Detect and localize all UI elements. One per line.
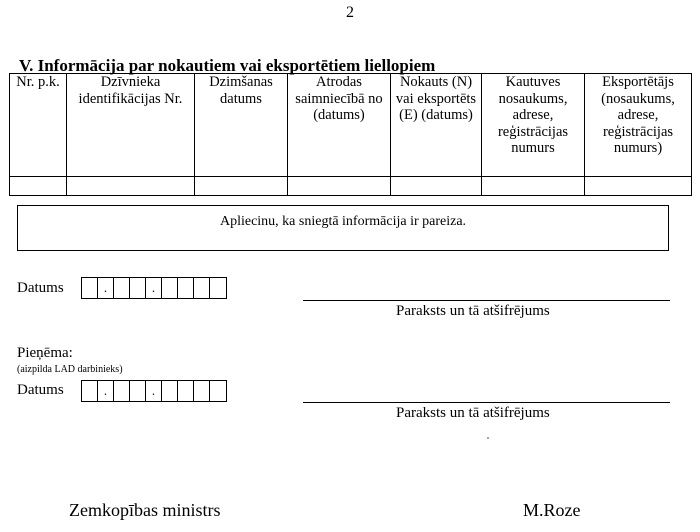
date-label: Datums <box>17 280 64 296</box>
header-animal-id: Dzīvnieka identifikācijas Nr. <box>67 74 195 177</box>
cell-animal-id[interactable] <box>67 177 195 196</box>
header-on-farm-since: Atrodas saimniecībā no (datums) <box>288 74 391 177</box>
header-exporter: Eksportētājs (nosaukums, adrese, reģistrācijas numurs) <box>585 74 692 177</box>
date-separator: . <box>98 278 114 298</box>
header-birth-date: Dzimšanas datums <box>195 74 288 177</box>
signature-caption: Paraksts un tā atšifrējums <box>396 303 550 319</box>
header-slaughterhouse: Kautuves nosaukums, adrese, reģistrācijas numurs <box>482 74 585 177</box>
date-digit[interactable] <box>178 381 194 401</box>
cell-exporter[interactable] <box>585 177 692 196</box>
confirmation-text: Apliecinu, ka sniegtā informācija ir pareiza. <box>219 214 467 229</box>
date-digit[interactable] <box>130 278 146 298</box>
date-digit[interactable] <box>194 278 210 298</box>
cell-slaughterhouse[interactable] <box>482 177 585 196</box>
header-slaughtered-exported: Nokauts (N) vai eksportēts (E) (datums) <box>391 74 482 177</box>
stray-dot <box>487 437 489 439</box>
date-digit[interactable] <box>178 278 194 298</box>
date-digit[interactable] <box>210 381 226 401</box>
received-title: Pieņēma: <box>17 345 73 361</box>
date-digit[interactable] <box>194 381 210 401</box>
confirmation-box <box>17 205 669 251</box>
received-signature-caption: Paraksts un tā atšifrējums <box>396 405 550 421</box>
date-digit[interactable] <box>82 381 98 401</box>
date-digit[interactable] <box>114 381 130 401</box>
table-row <box>10 177 692 196</box>
livestock-table <box>9 73 692 196</box>
received-date-input[interactable] <box>81 380 227 402</box>
date-separator: . <box>146 381 162 401</box>
date-separator: . <box>146 278 162 298</box>
date-digit[interactable] <box>130 381 146 401</box>
section-title: V. Informācija par nokautiem vai eksportētiem liellopiem <box>19 56 436 75</box>
date-digit[interactable] <box>210 278 226 298</box>
footer-minister-name: M.Roze <box>523 500 581 520</box>
signature-line[interactable] <box>303 300 670 301</box>
cell-nr[interactable] <box>10 177 67 196</box>
date-input[interactable] <box>81 277 227 299</box>
date-digit[interactable] <box>82 278 98 298</box>
table-header-row <box>10 74 692 177</box>
cell-slaughtered-exported[interactable] <box>391 177 482 196</box>
cell-birth-date[interactable] <box>195 177 288 196</box>
page-number: 2 <box>346 4 354 21</box>
date-digit[interactable] <box>114 278 130 298</box>
received-date-label: Datums <box>17 382 64 398</box>
date-digit[interactable] <box>162 381 178 401</box>
date-separator: . <box>98 381 114 401</box>
header-nr: Nr. p.k. <box>10 74 67 177</box>
cell-on-farm-since[interactable] <box>288 177 391 196</box>
date-digit[interactable] <box>162 278 178 298</box>
received-note: (aizpilda LAD darbinieks) <box>17 364 123 375</box>
footer-minister-title: Zemkopības ministrs <box>69 500 221 520</box>
received-signature-line[interactable] <box>303 402 670 403</box>
